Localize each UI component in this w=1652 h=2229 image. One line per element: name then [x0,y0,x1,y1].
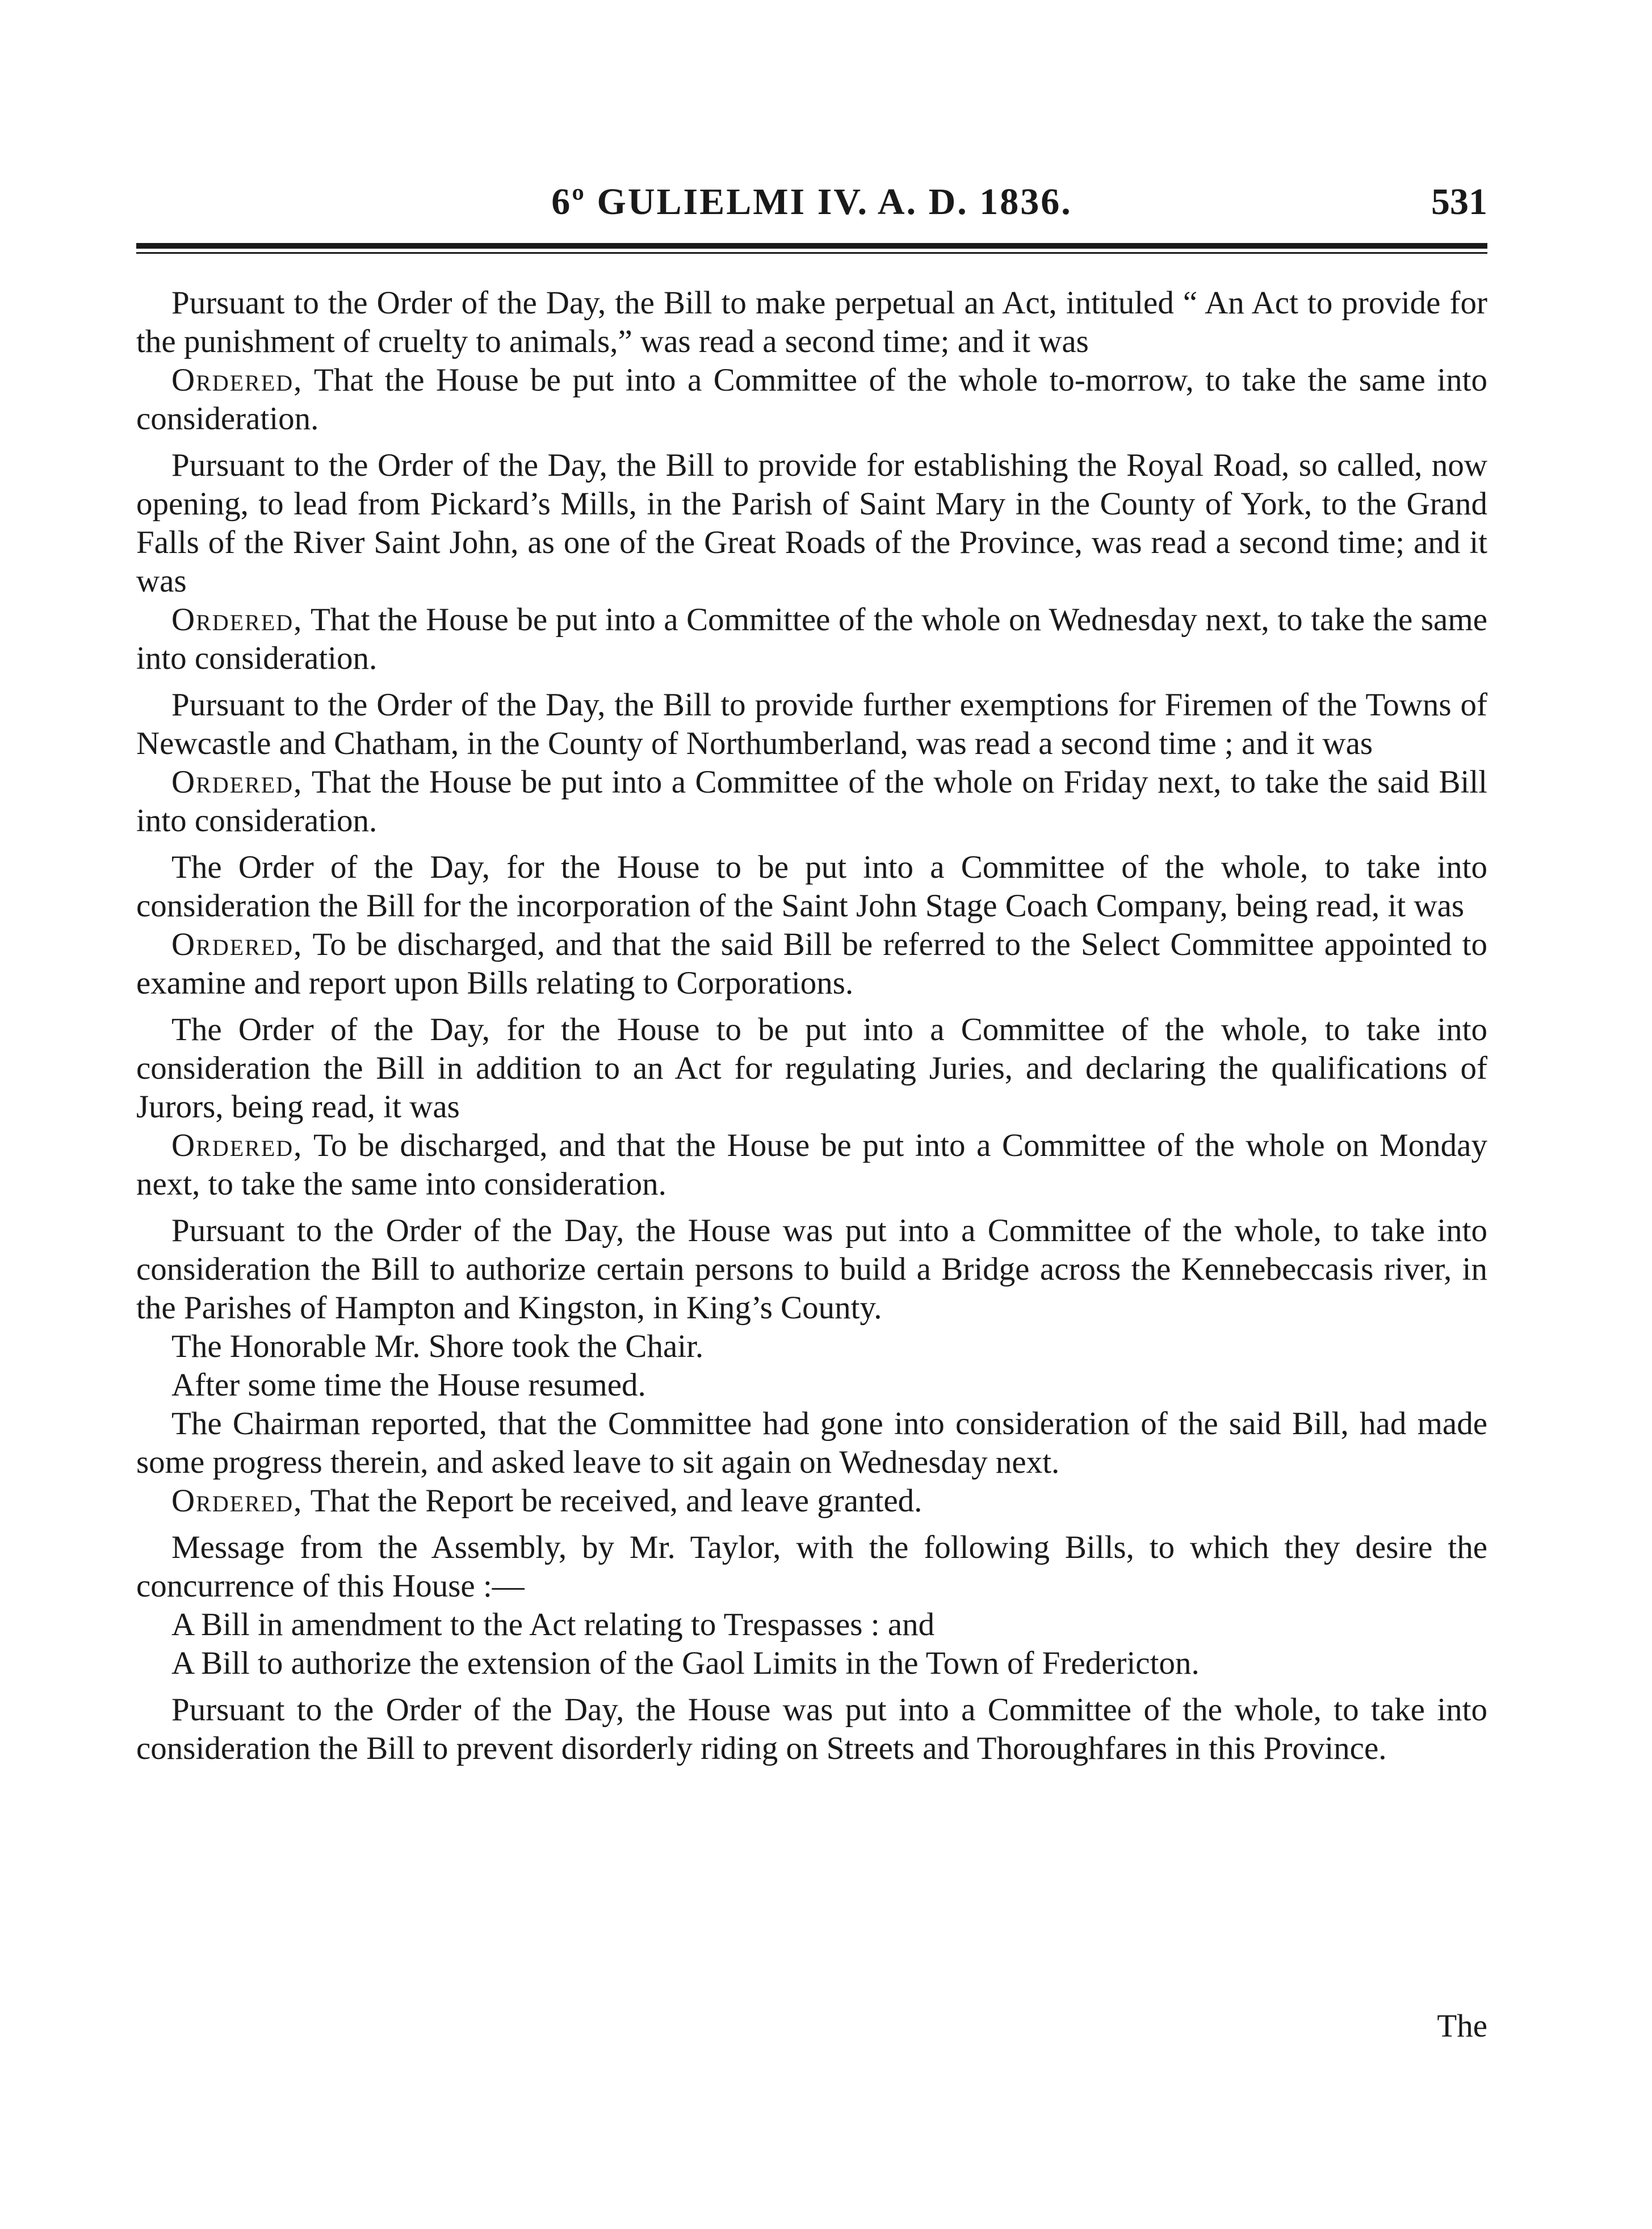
entry-stage-coach-company [136,848,1487,1003]
catchword: The [1437,2008,1487,2044]
entry-text: Pursuant to the Order of the Day, the House was put into a Committee of the whole, to take into consideration the Bill to authorize certain persons to build a Bridge across the Kennebeccasis river, in the Parishes of Hampton and Kingston, in King’s County. [136,1213,1487,1326]
ordered-text: That the Report be received, and leave granted. [310,1483,923,1519]
entry-kennebeccasis-bridge [136,1212,1487,1520]
ordered-text: To be discharged, and that the House be put into a Committee of the whole on Monday next, to take the same into consideration. [136,1128,1487,1202]
running-title: 6º GULIELMI IV. A. D. 1836. [551,181,1072,223]
ordered-line [136,925,1487,1003]
ordered-label: Ordered, [171,1483,303,1519]
ordered-label: Ordered, [171,602,303,638]
resumed-line: After some time the House resumed. [171,1367,646,1403]
entry-text: The Order of the Day, for the House to be put into a Committee of the whole, to take into consideration the Bill in addition to an Act for regulating Juries, and declaring the qualifications of Jurors, being read, it was [136,1012,1487,1125]
page-header [136,181,1487,237]
ordered-label: Ordered, [171,1128,303,1163]
page-number: 531 [1431,181,1487,223]
entry-juries [136,1011,1487,1204]
entry-firemen-exemptions [136,686,1487,840]
entry-text: Pursuant to the Order of the Day, the Bill to provide for establishing the Royal Road, so called, now opening, to lead from Pickard’s Mills, in the Parish of Saint Mary in the County of York, to the Grand Falls of the River Saint John, as one of the Great Roads of the Province, was read a second time; and it was [136,447,1487,599]
entry-text: Pursuant to the Order of the Day, the House was put into a Committee of the whole, to take into consideration the Bill to prevent disorderly riding on Streets and Thoroughfares in this Province. [136,1692,1487,1766]
ordered-text: That the House be put into a Committee of the whole on Wednesday next, to take the same into consideration. [136,602,1487,676]
report-line: The Chairman reported, that the Committee had gone into consideration of the said Bill, had made some progress therein, and asked leave to sit again on Wednesday next. [136,1406,1487,1480]
ordered-text: That the House be put into a Committee of the whole to-morrow, to take the same into consideration. [136,362,1487,437]
ordered-label: Ordered, [171,927,303,962]
journal-body [136,284,1487,1776]
ordered-label: Ordered, [171,362,303,398]
entry-text: Pursuant to the Order of the Day, the Bill to make perpetual an Act, intituled “ An Act to provide for the punishment of cruelty to animals,” was read a second time; and it was [136,285,1487,359]
entry-text: The Order of the Day, for the House to be put into a Committee of the whole, to take into consideration the Bill for the incorporation of the Saint John Stage Coach Company, being read, it was [136,849,1487,924]
entry-text: Pursuant to the Order of the Day, the Bill to provide further exemptions for Firemen of the Towns of Newcastle and Chatham, in the County of Northumberland, was read a second time ; and it was [136,687,1487,761]
ordered-line [136,601,1487,678]
ordered-line [136,763,1487,840]
bill-gaol-limits: A Bill to authorize the extension of the Gaol Limits in the Town of Fredericton. [171,1645,1200,1681]
ordered-line [136,1126,1487,1204]
entry-cruelty-to-animals [136,284,1487,438]
ordered-label: Ordered, [171,764,303,800]
entry-disorderly-riding [136,1691,1487,1768]
chair-line: The Honorable Mr. Shore took the Chair. [171,1329,704,1364]
header-rule-thin [136,252,1487,254]
entry-royal-road [136,446,1487,678]
bill-trespasses: A Bill in amendment to the Act relating to Trespasses : and [171,1607,935,1643]
ordered-text: To be discharged, and that the said Bill be referred to the Select Committee appointed to examine and report upon Bills relating to Corporations. [136,927,1487,1001]
ordered-text: That the House be put into a Committee of the whole on Friday next, to take the said Bill into consideration. [136,764,1487,839]
message-text: Message from the Assembly, by Mr. Taylor, with the following Bills, to which they desire the concurrence of this House :— [136,1530,1487,1604]
header-rule-thick [136,243,1487,249]
entry-assembly-message [136,1528,1487,1683]
ordered-line [136,1482,1487,1520]
ordered-line [136,361,1487,438]
